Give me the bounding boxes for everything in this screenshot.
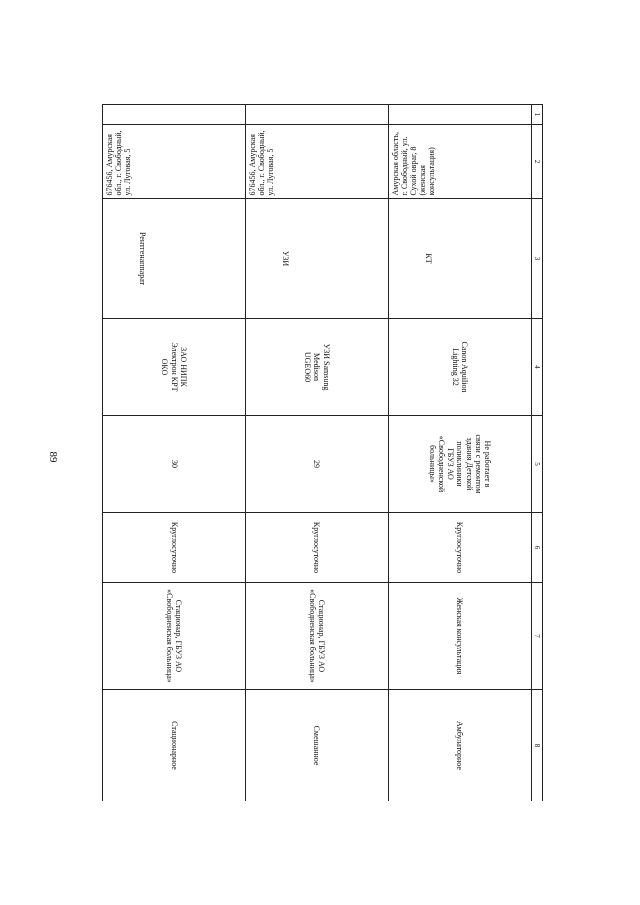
equipment-model-cell	[388, 319, 531, 416]
care-mode-cell: Амбулаторное	[388, 690, 531, 802]
equipment-model-text: ЗАО НИПК Электрон КРТ ОКО	[160, 342, 188, 392]
table-row	[245, 105, 388, 802]
column-number-cell: 7	[531, 583, 542, 690]
address-cell: Амурская область, г. Свободный, ул. Сухой овраг, 8 (женская консультация)	[388, 125, 531, 199]
location-cell: Стационар, ГБУЗ АО «Свободненская больница»	[245, 583, 388, 690]
column-number-row	[531, 105, 542, 802]
table-row	[388, 105, 531, 802]
address-cell: 676456, Амурская обл., г. Свободный, ул. Луговая, 5	[103, 125, 246, 199]
equipment-type-text: КТ	[423, 253, 433, 264]
care-mode-cell: Смешанное	[245, 690, 388, 802]
column-number-cell: 8	[531, 690, 542, 802]
location-cell: Стационар, ГБУЗ АО «Свободненская больница»	[103, 583, 246, 690]
study-count-text: 29	[312, 460, 322, 468]
equipment-model-text: Canon Aquilion Lighting 32	[450, 341, 470, 393]
column-number-cell: 6	[531, 513, 542, 583]
row-number-cell	[388, 105, 531, 125]
equipment-table	[102, 104, 543, 801]
column-number-cell: 5	[531, 416, 542, 513]
equipment-model-cell	[245, 319, 388, 416]
equipment-type-cell	[245, 199, 388, 319]
equipment-model-text: УЗИ Samsung Medison UGEO60	[303, 343, 331, 391]
document-table-container	[102, 104, 543, 801]
equipment-type-text: Рентгенаппарат	[137, 231, 147, 286]
study-count-cell	[103, 416, 246, 513]
rotated-table-frame	[102, 104, 543, 801]
row-number-cell	[103, 105, 246, 125]
page-number: 89	[47, 451, 59, 463]
equipment-type-cell	[103, 199, 246, 319]
study-count-cell	[388, 416, 531, 513]
working-hours-cell: Круглосуточно	[245, 513, 388, 583]
study-count-text: Не работает в связи с ремонтом здания Детской поликлиники ГБУЗ АО «Свободненской больницы»	[427, 434, 492, 494]
column-number-cell: 1	[531, 105, 542, 125]
working-hours-cell: Круглосуточно	[103, 513, 246, 583]
location-cell: Женская консультация	[388, 583, 531, 690]
row-number-cell	[245, 105, 388, 125]
working-hours-cell: Круглосуточно	[388, 513, 531, 583]
column-number-cell: 2	[531, 125, 542, 199]
study-count-text: 30	[169, 460, 179, 468]
column-number-cell: 4	[531, 319, 542, 416]
equipment-type-text: УЗИ	[280, 250, 290, 267]
table-row	[103, 105, 246, 802]
equipment-model-cell	[103, 319, 246, 416]
address-cell: 676456, Амурская обл., г. Свободный, ул. Луговая, 5	[245, 125, 388, 199]
column-number-cell: 3	[531, 199, 542, 319]
study-count-cell	[245, 416, 388, 513]
care-mode-cell: Стационарное	[103, 690, 246, 802]
equipment-type-cell	[388, 199, 531, 319]
